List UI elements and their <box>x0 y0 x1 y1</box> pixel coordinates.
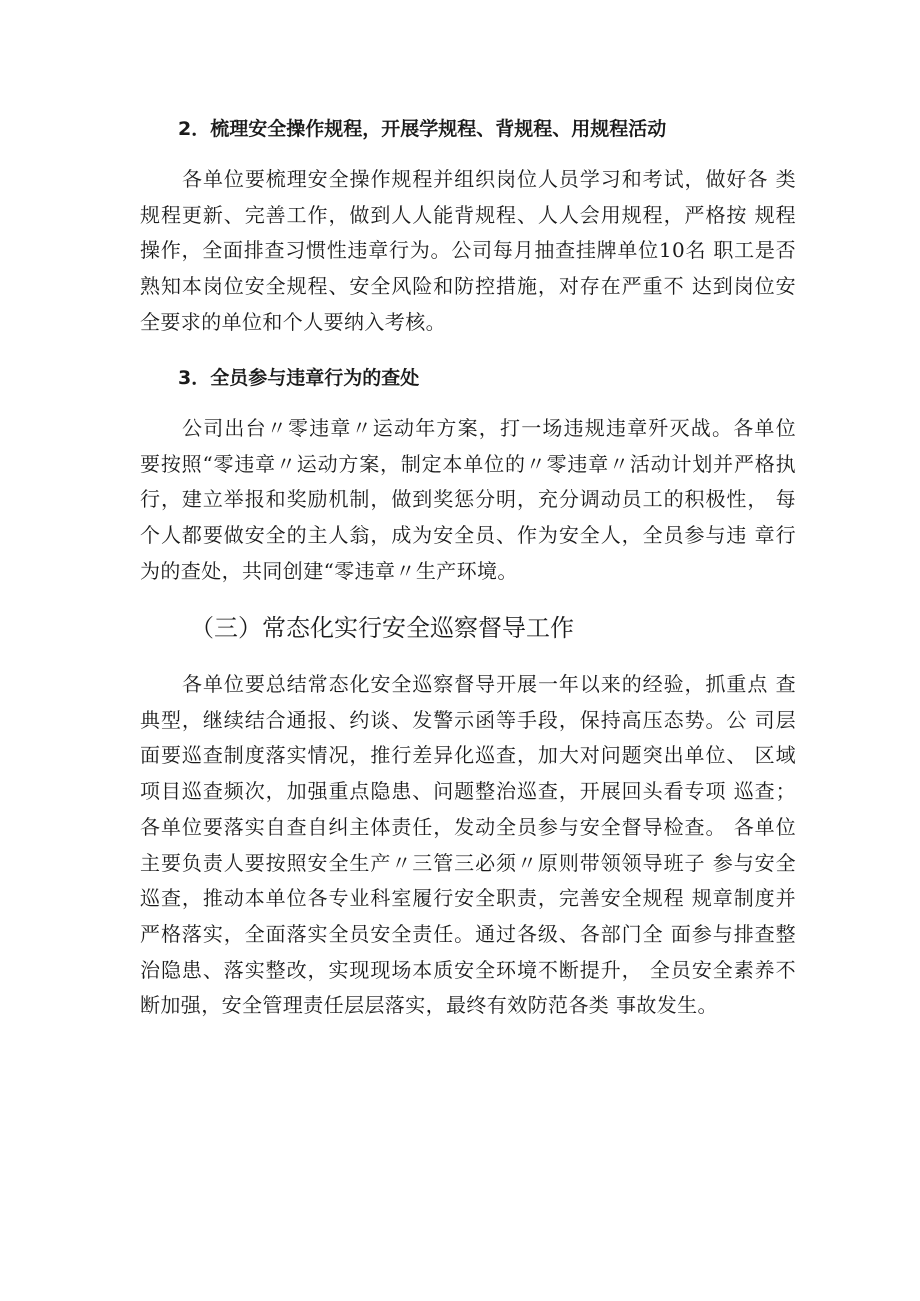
heading-2: 2．梳理安全操作规程，开展学规程、背规程、用规程活动 <box>178 118 667 140</box>
paragraph-section-3: 各单位要总结常态化安全巡察督导开展一年以来的经验，抓重点 查典型，继续结合通报、约谈、发警示函等手段，保持高压态势。公 司层面要巡查制度落实情况，推行差异化巡查，加大对问题突出单位、 区域项目巡查频次，加强重点隐患、问题整治巡查，开展回头看专项 巡查；各单位要落实自查自纠主体责任，发动全员参与安全督导检查。 各单位主要负责人要按照安全生产〃三管三必须〃原则带领领导班子 参与安全巡查，推动本单位各专业科室履行安全职责，完善安全规程 规章制度并严格落实，全面落实全员安全责任。通过各级、各部门全 面参与排查整治隐患、落实整改，实现现场本质安全环境不断提升， 全员安全素养不断加强，安全管理责任层层落实，最终有效防范各类 事故发生。 <box>140 672 796 1018</box>
paragraph-3: 公司出台〃零违章〃运动年方案，打一场违规违章歼灭战。各单位 要按照“零违章〃运动方案，制定本单位的〃零违章〃活动计划并严格执 行，建立举报和奖励机制，做到奖惩分明，充分调动员工的积极性， 每个人都要做安全的主人翁，成为安全员、作为安全人，全员参与违 章行为的查处，共同创建“零违章〃生产环境。 <box>140 416 796 583</box>
heading-3: 3．全员参与违章行为的查处 <box>178 367 420 389</box>
paragraph-2: 各单位要梳理安全操作规程并组织岗位人员学习和考试，做好各 类规程更新、完善工作，做到人人能背规程、人人会用规程，严格按 规程操作，全面排查习惯性违章行为。公司每月抽查挂牌单位10名 职工是否熟知本岗位安全规程、安全风险和防控措施，对存在严重不 达到岗位安全要求的单位和个人要纳入考核。 <box>140 167 796 334</box>
section-3-title: （三）常态化实行安全巡察督导工作 <box>190 614 574 642</box>
